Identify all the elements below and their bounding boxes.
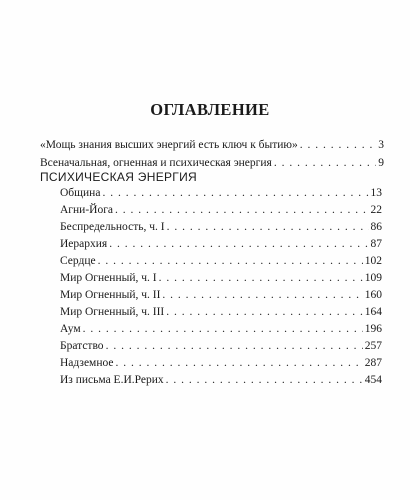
toc-entry-label: «Мощь знания высших энергий есть ключ к бытию» (40, 139, 298, 151)
toc-entry-page: 454 (364, 374, 382, 386)
toc-entry-label: Сердце (60, 255, 96, 267)
toc-entry-page: 109 (364, 272, 382, 284)
toc-entry-label: Община (60, 187, 101, 199)
toc-entry-label: Аум (60, 323, 81, 335)
toc-leader-dots (115, 356, 362, 370)
toc-entry-page: 22 (370, 204, 382, 216)
toc-leader-dots (98, 254, 363, 268)
page-title: ОГЛАВЛЕНИЕ (150, 100, 270, 119)
toc-entry (60, 186, 382, 200)
toc-entry-page: 13 (370, 187, 382, 199)
toc-entry-label: Мир Огненный, ч. III (60, 306, 165, 318)
toc-entry-label: Всеначальная, огненная и психическая энергия (40, 157, 272, 169)
toc-entry-label: Надземное (60, 357, 114, 369)
toc-entry (60, 322, 382, 336)
toc-entry (60, 254, 382, 268)
toc-leader-dots (166, 305, 363, 319)
toc-entry-label: Из письма Е.И.Рерих (60, 374, 164, 386)
toc-entry-page: 102 (364, 255, 382, 267)
toc-entry-page: 9 (378, 157, 384, 169)
toc-entry (60, 356, 382, 370)
toc-entry-page: 287 (364, 357, 382, 369)
toc-leader-dots (162, 288, 362, 302)
toc-entry (60, 373, 382, 387)
toc-leader-dots (115, 203, 368, 217)
toc-entry (60, 288, 382, 302)
section-heading: ПСИХИЧЕСКАЯ ЭНЕРГИЯ (40, 170, 197, 184)
toc-leader-dots (83, 322, 363, 336)
toc-entry (60, 203, 382, 217)
toc-leader-dots (167, 220, 369, 234)
toc-entry (60, 339, 382, 353)
toc-entry-page: 196 (364, 323, 382, 335)
toc-entry-page: 86 (370, 221, 382, 233)
toc-entry (60, 271, 382, 285)
toc-leader-dots (102, 186, 368, 200)
toc-leader-dots (109, 237, 368, 251)
toc-leader-dots (159, 271, 363, 285)
toc-entry-label: Мир Огненный, ч. I (60, 272, 157, 284)
toc-entry-label: Братство (60, 340, 104, 352)
toc-entry-label: Мир Огненный, ч. II (60, 289, 161, 301)
toc-leader-dots (106, 339, 363, 353)
toc-leader-dots (300, 138, 376, 152)
toc-entry-page: 164 (364, 306, 382, 318)
toc-entry-label: Иерархия (60, 238, 108, 250)
toc-leader-dots (274, 156, 376, 170)
toc-entry (60, 237, 382, 251)
toc-entry (60, 220, 382, 234)
toc-entry-page: 3 (378, 139, 384, 151)
toc-entry-intro-2 (40, 156, 384, 170)
toc-entry-label: Беспредельность, ч. I (60, 221, 165, 233)
toc-leader-dots (166, 373, 363, 387)
toc-entry-label: Агни-Йога (60, 204, 114, 216)
toc-entry-page: 257 (364, 340, 382, 352)
toc-entry-intro-1 (40, 138, 384, 152)
toc-entry (60, 305, 382, 319)
toc-entry-page: 160 (364, 289, 382, 301)
toc-entry-page: 87 (370, 238, 382, 250)
